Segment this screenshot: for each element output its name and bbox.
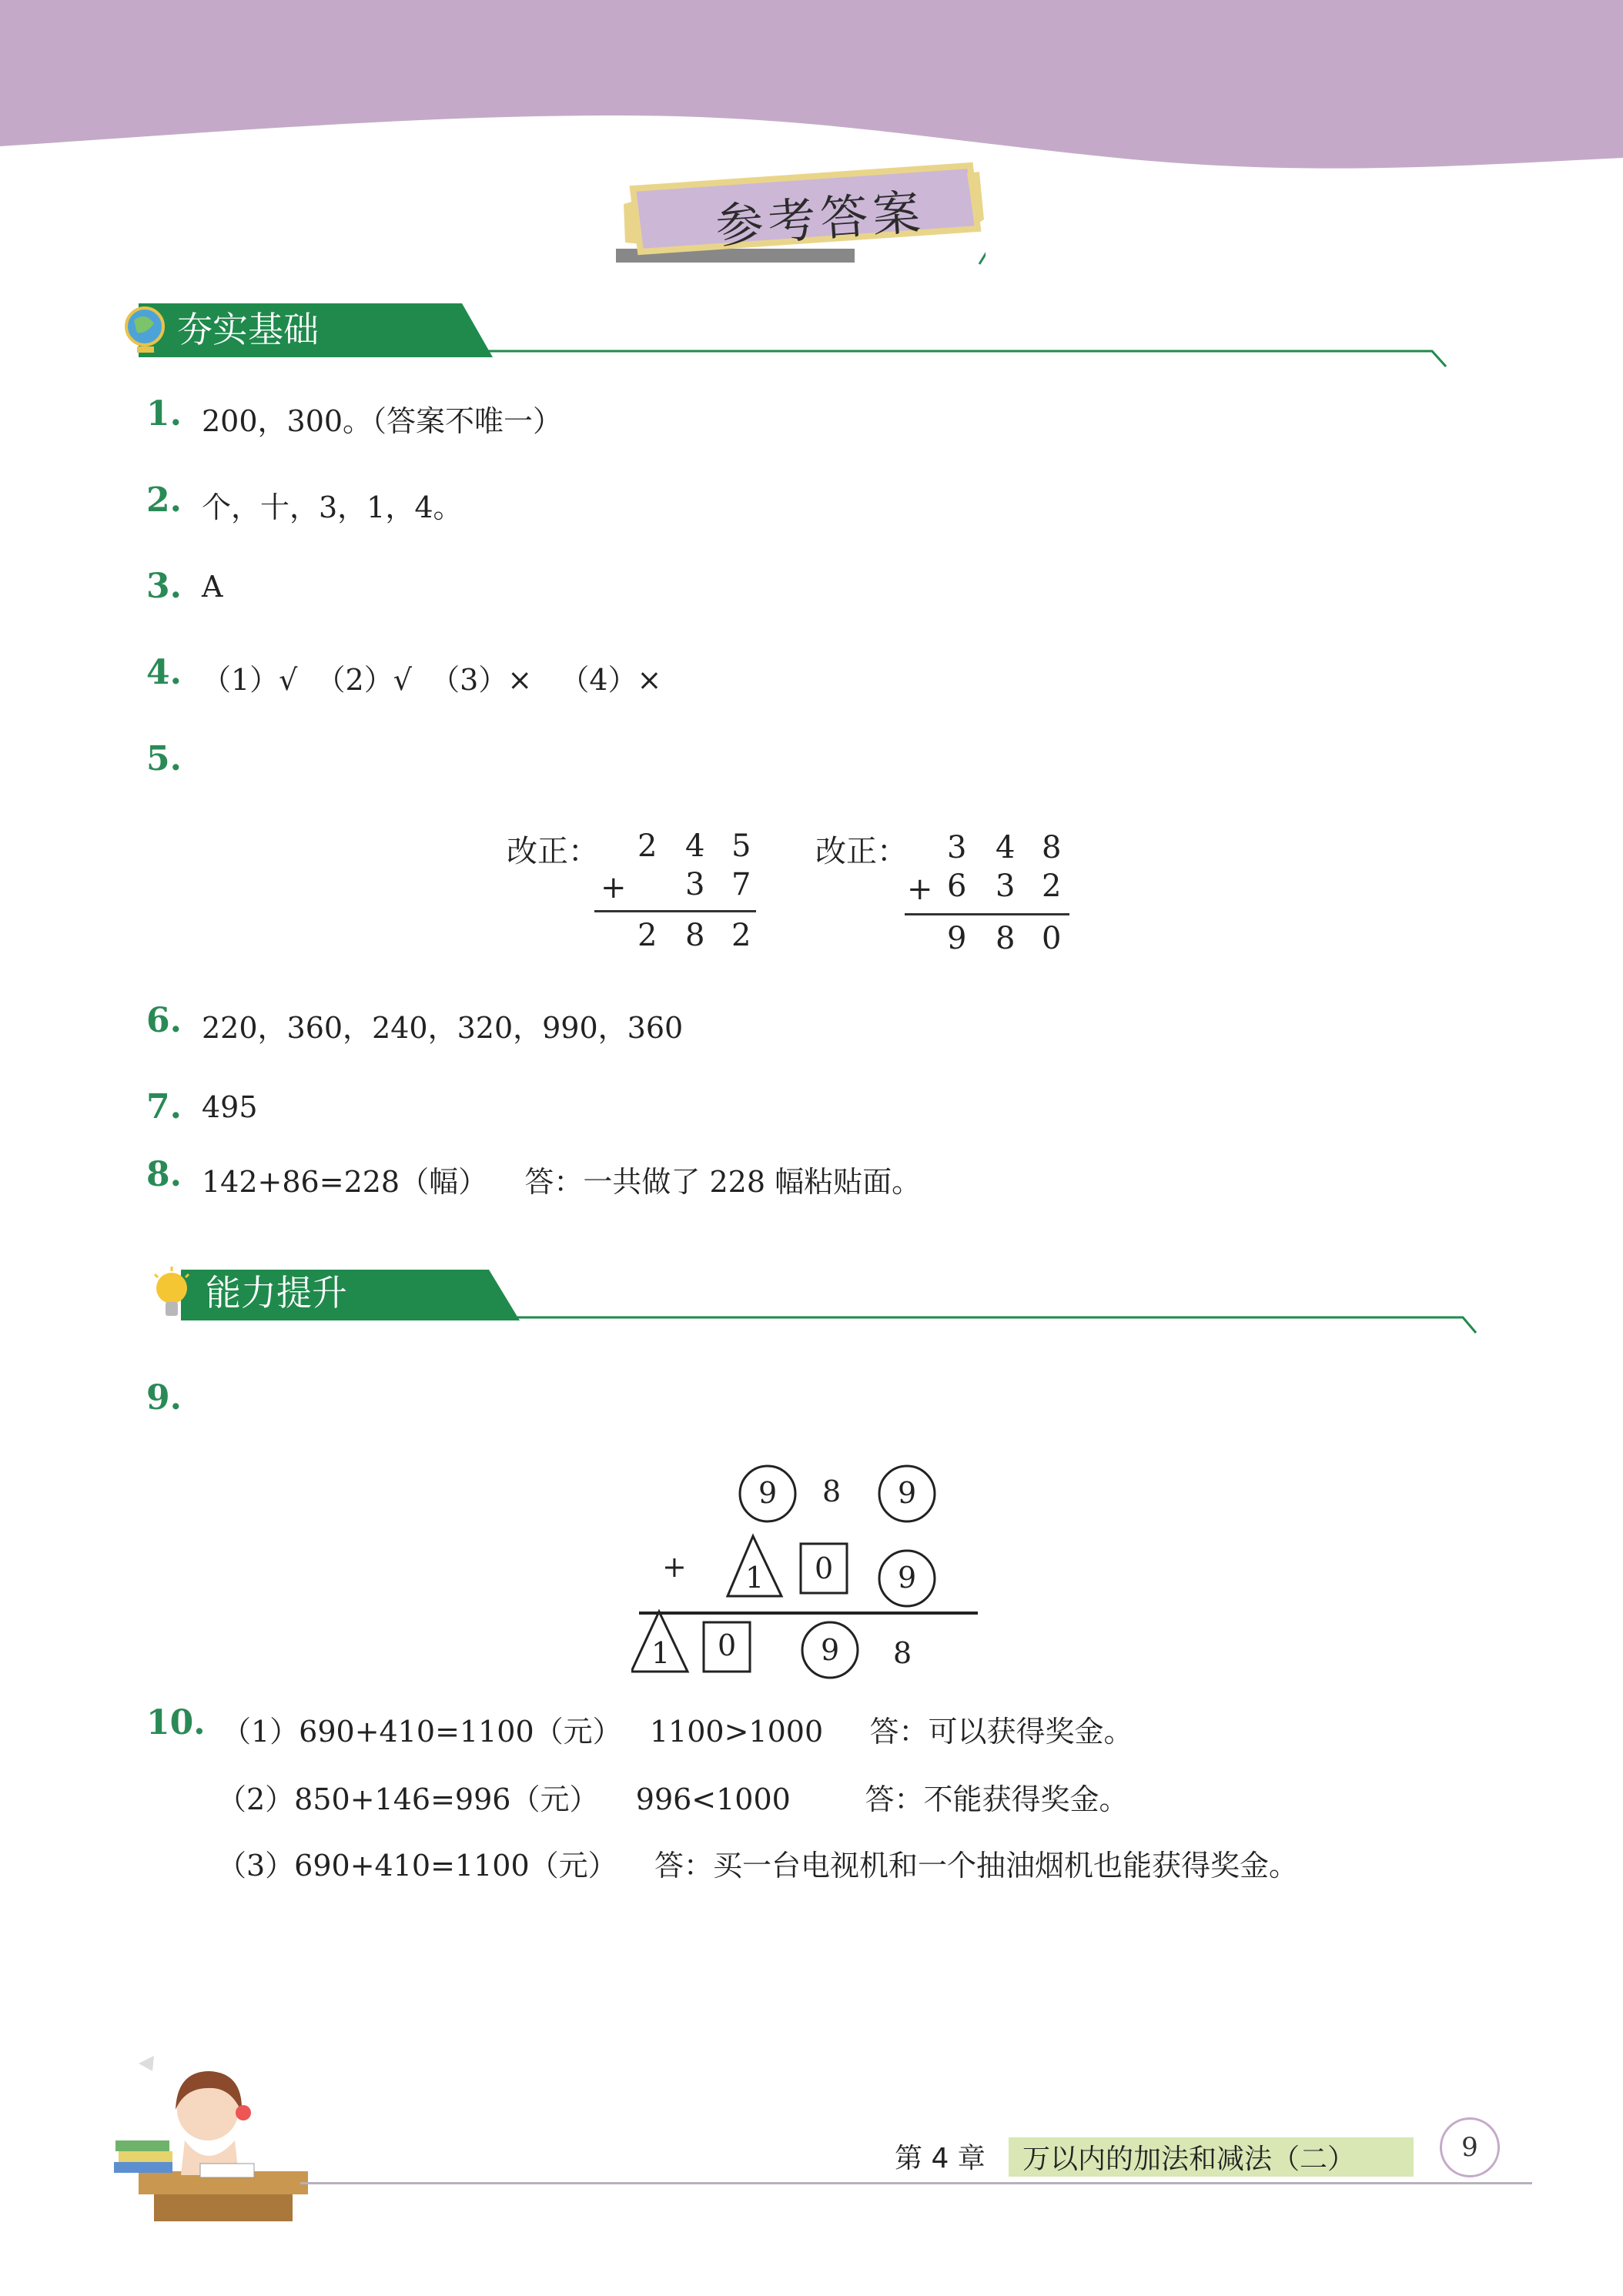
q5-right-digit: 2 [1042, 869, 1062, 904]
section-header-advanced [150, 1267, 1478, 1336]
footer-chapter: 第 4 章 [895, 2143, 986, 2174]
q3-answer: A [202, 570, 223, 604]
header-wave-band [0, 0, 1623, 169]
q5-left-digit: 8 [685, 918, 705, 953]
globe-icon [123, 303, 169, 357]
q5-right-digit: 3 [947, 830, 967, 865]
q9-puzzle-calculation [631, 1451, 986, 1682]
q5-right-digit: 9 [947, 921, 967, 956]
q9-digit-circled: 9 [898, 1476, 917, 1510]
q8-answer: 142+86=228（幅） 答：一共做了 228 幅粘贴面。 [202, 1165, 922, 1199]
q5-right-digit: 0 [1042, 921, 1062, 956]
q5-left-digit: 7 [731, 867, 751, 902]
lightbulb-icon [150, 1267, 196, 1328]
q9-plus-sign: + [662, 1550, 687, 1584]
q3-number: 3. [146, 567, 182, 606]
q10-answer-line-1: （1）690+410=1100（元） 1100>1000 答：可以获得奖金。 [222, 1715, 1133, 1749]
q5-left-label: 改正： [507, 834, 599, 869]
q2-number: 2. [146, 480, 182, 520]
q9-digit-circled: 9 [758, 1476, 778, 1510]
q5-right-digit: 8 [1042, 830, 1062, 865]
q5-left-digit: 2 [637, 828, 658, 864]
q5-left-calculation [500, 824, 762, 962]
q5-left-digit: 2 [731, 918, 751, 953]
q1-answer: 200，300。（答案不唯一） [202, 404, 563, 438]
footer-line [300, 2182, 1532, 2184]
q5-right-plus: + [907, 872, 933, 907]
page-title: 参考答案 [714, 183, 927, 255]
q5-right-digit: 6 [947, 869, 967, 904]
q5-right-digit: 3 [996, 869, 1016, 904]
q6-number: 6. [146, 1001, 182, 1040]
q5-left-digit: 3 [685, 867, 705, 902]
q5-right-label: 改正： [815, 834, 908, 869]
section-label-advanced: 能力提升 [206, 1272, 347, 1314]
section-label-basics: 夯实基础 [177, 309, 319, 350]
q7-answer: 495 [202, 1090, 258, 1124]
q5-right-digit: 4 [996, 830, 1016, 865]
q9-digit-boxed: 0 [718, 1628, 737, 1662]
q9-number: 9. [146, 1378, 182, 1417]
q5-left-sum-line [594, 910, 756, 912]
q4-answer: （1）√ （2）√ （3）× （4）× [202, 663, 662, 697]
q5-number: 5. [146, 739, 182, 778]
q9-digit-triangle: 1 [651, 1636, 671, 1670]
q9-digit: 8 [893, 1636, 912, 1670]
q7-number: 7. [146, 1087, 182, 1126]
section-header-shape [123, 300, 1447, 370]
q10-answer-line-2: （2）850+146=996（元） 996<1000 答：不能获得奖金。 [217, 1782, 1129, 1816]
q9-digit-circled: 9 [821, 1633, 840, 1667]
q2-answer: 个，十，3，1，4。 [202, 490, 463, 524]
q1-number: 1. [146, 394, 182, 433]
girl-reading-illustration [108, 2048, 316, 2225]
q5-left-digit: 5 [731, 828, 751, 864]
q8-number: 8. [146, 1155, 182, 1194]
footer-chapter-title: 万以内的加法和减法（二） [1009, 2137, 1414, 2177]
q4-number: 4. [146, 653, 182, 692]
q5-left-digit: 2 [637, 918, 658, 953]
q9-digit-triangle: 1 [745, 1561, 765, 1595]
q9-digit-circled: 9 [898, 1561, 917, 1595]
page-number-badge [1440, 2117, 1500, 2177]
q9-digit: 8 [822, 1474, 842, 1508]
section-header-shape [150, 1267, 1478, 1336]
page-number: 9 [1461, 2132, 1478, 2163]
section-header-basics [123, 300, 1447, 370]
q9-digit-boxed: 0 [815, 1551, 834, 1585]
q5-left-plus: + [601, 870, 627, 905]
q5-left-digit: 4 [685, 828, 705, 864]
q5-right-calculation [812, 824, 1074, 962]
q5-right-digit: 8 [996, 921, 1016, 956]
q10-number: 10. [146, 1703, 206, 1742]
q10-answer-line-3: （3）690+410=1100（元） 答：买一台电视机和一个抽油烟机也能获得奖金。 [217, 1849, 1298, 1883]
q6-answer: 220，360，240，320，990，360 [202, 1011, 684, 1045]
q5-right-sum-line [905, 913, 1069, 915]
